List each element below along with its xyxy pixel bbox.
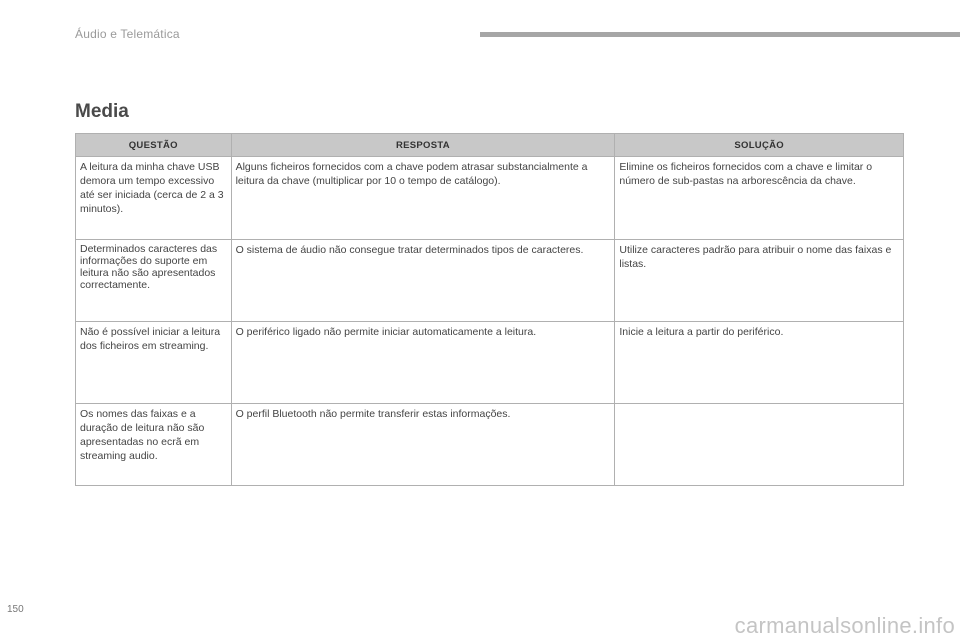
solution-cell: Elimine os ficheiros fornecidos com a chave e limitar o número de sub-pastas na arborescência da chave. xyxy=(615,157,904,240)
question-cell: Os nomes das faixas e a duração de leitura não são apresentadas no ecrã em streaming audio. xyxy=(76,404,232,486)
column-header-answer: RESPOSTA xyxy=(231,134,615,157)
question-cell: Determinados caracteres das informações do suporte em leitura não são apresentados correctamente. xyxy=(76,240,232,322)
answer-cell: O periférico ligado não permite iniciar automaticamente a leitura. xyxy=(231,322,615,404)
page-number: 150 xyxy=(7,604,24,615)
answer-cell: O sistema de áudio não consegue tratar determinados tipos de caracteres. xyxy=(231,240,615,322)
question-cell: A leitura da minha chave USB demora um tempo excessivo até ser iniciada (cerca de 2 a 3 minutos). xyxy=(76,157,232,240)
header-bar xyxy=(480,32,960,37)
column-header-question: QUESTÃO xyxy=(76,134,232,157)
solution-cell: Inicie a leitura a partir do periférico. xyxy=(615,322,904,404)
table-header-row xyxy=(76,134,904,157)
answer-cell: Alguns ficheiros fornecidos com a chave podem atrasar substancialmente a leitura da chave (multiplicar por 10 o tempo de catálogo). xyxy=(231,157,615,240)
table-row xyxy=(76,157,904,240)
solution-cell: Utilize caracteres padrão para atribuir o nome das faixas e listas. xyxy=(615,240,904,322)
header-title: Áudio e Telemática xyxy=(75,27,180,41)
table-row xyxy=(76,404,904,486)
column-header-solution: SOLUÇÃO xyxy=(615,134,904,157)
question-cell: Não é possível iniciar a leitura dos ficheiros em streaming. xyxy=(76,322,232,404)
faq-table xyxy=(75,133,904,486)
answer-cell: O perfil Bluetooth não permite transferir estas informações. xyxy=(231,404,615,486)
section-title: Media xyxy=(75,101,129,122)
table-row xyxy=(76,322,904,404)
faq-table-container xyxy=(75,133,904,486)
watermark: carmanualsonline.info xyxy=(734,613,955,638)
table-row xyxy=(76,240,904,322)
solution-cell xyxy=(615,404,904,486)
